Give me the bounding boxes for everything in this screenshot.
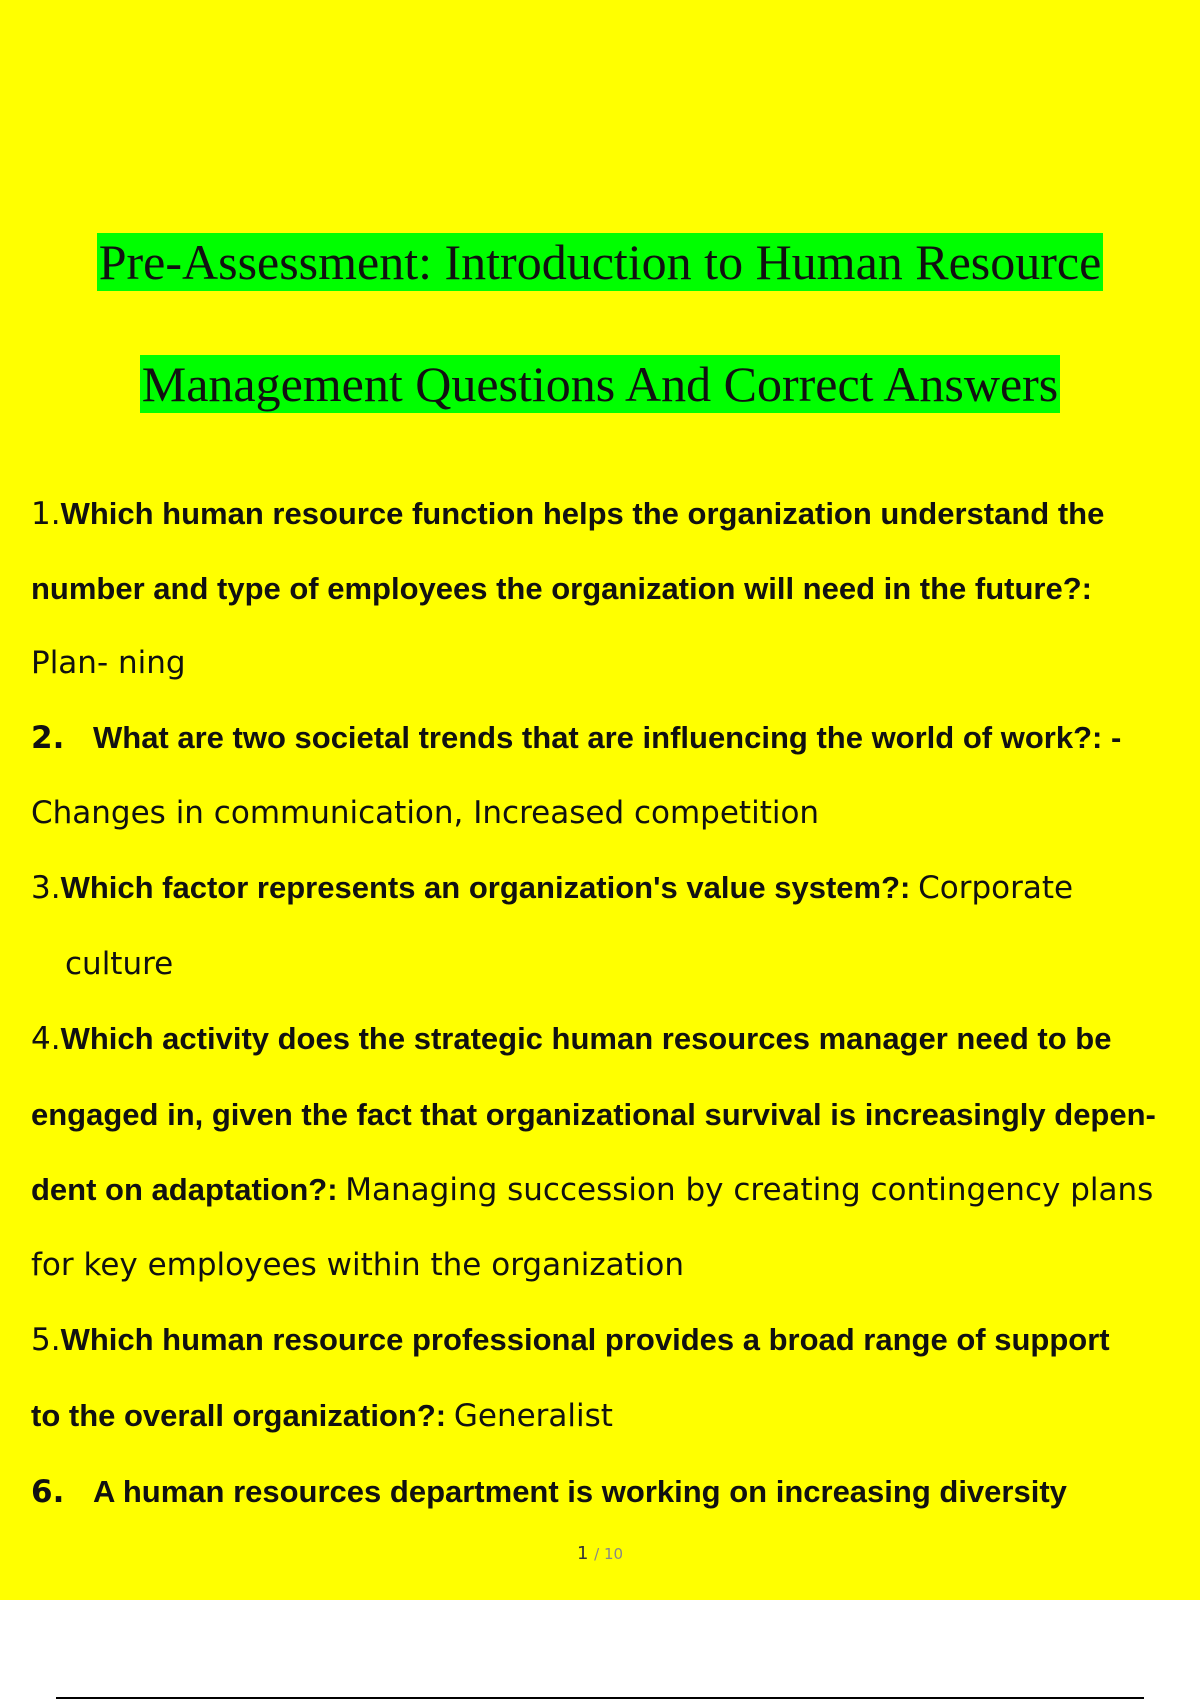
- total-pages: / 10: [594, 1545, 624, 1563]
- item-5-line-1: [31, 1320, 1110, 1360]
- title-text-1: Pre-Assessment: Introduction to Human Resource: [98, 234, 1102, 290]
- question-text: Which human resource function helps the organization understand the: [60, 496, 1105, 531]
- item-5-line-2: [31, 1396, 613, 1436]
- title-text-2: Management Questions And Correct Answers: [141, 356, 1059, 412]
- item-1-line-2: [31, 569, 1092, 609]
- current-page: 1: [576, 1543, 589, 1564]
- question-text: to the overall organization?:: [31, 1398, 447, 1433]
- answer-text: Plan- ning: [31, 645, 186, 681]
- answer-text: Corporate: [918, 870, 1074, 906]
- question-text: Which factor represents an organization's value system?:: [60, 870, 911, 905]
- question-text: Which activity does the strategic human resources manager need to be: [60, 1021, 1112, 1056]
- answer-text: Changes in communication, Increased competition: [31, 795, 820, 831]
- answer-text: culture: [65, 946, 174, 982]
- question-text: What are two societal trends that are influencing the world of work?: -: [93, 720, 1122, 755]
- answer-text: Generalist: [453, 1398, 613, 1434]
- answer-text: for key employees within the organization: [31, 1247, 684, 1283]
- item-3-line-2: [65, 944, 173, 984]
- page-divider: [56, 1697, 1144, 1699]
- item-1-line-3: [31, 643, 186, 683]
- item-number: 4.: [31, 1021, 61, 1057]
- item-number: 6.: [31, 1474, 65, 1510]
- item-4-line-3: [31, 1170, 1153, 1210]
- answer-text: Managing succession by creating contingency plans: [345, 1172, 1154, 1208]
- item-2-line-2: [31, 793, 819, 833]
- item-number: 5.: [31, 1322, 61, 1358]
- item-4-line-1: [31, 1019, 1111, 1059]
- item-2-line-1: [31, 718, 1121, 758]
- title-line-2: [0, 355, 1200, 413]
- item-6-line-1: [31, 1472, 1067, 1512]
- question-text: A human resources department is working on increasing diversity: [93, 1474, 1067, 1509]
- item-number: 3.: [31, 870, 61, 906]
- item-4-line-2: [31, 1095, 1156, 1135]
- title-line-1: [0, 233, 1200, 291]
- item-1-line-1: [31, 494, 1104, 534]
- item-3-line-1: [31, 868, 1073, 908]
- item-number: 1.: [31, 496, 61, 532]
- question-text: Which human resource professional provides a broad range of support: [60, 1322, 1110, 1357]
- item-number: 2.: [31, 720, 65, 756]
- question-text: number and type of employees the organization will need in the future?:: [31, 571, 1092, 606]
- item-4-line-4: [31, 1245, 684, 1285]
- page-number: [0, 1543, 1200, 1564]
- question-text: engaged in, given the fact that organizational survival is increasingly depen-: [31, 1097, 1156, 1132]
- question-text: dent on adaptation?:: [31, 1172, 338, 1207]
